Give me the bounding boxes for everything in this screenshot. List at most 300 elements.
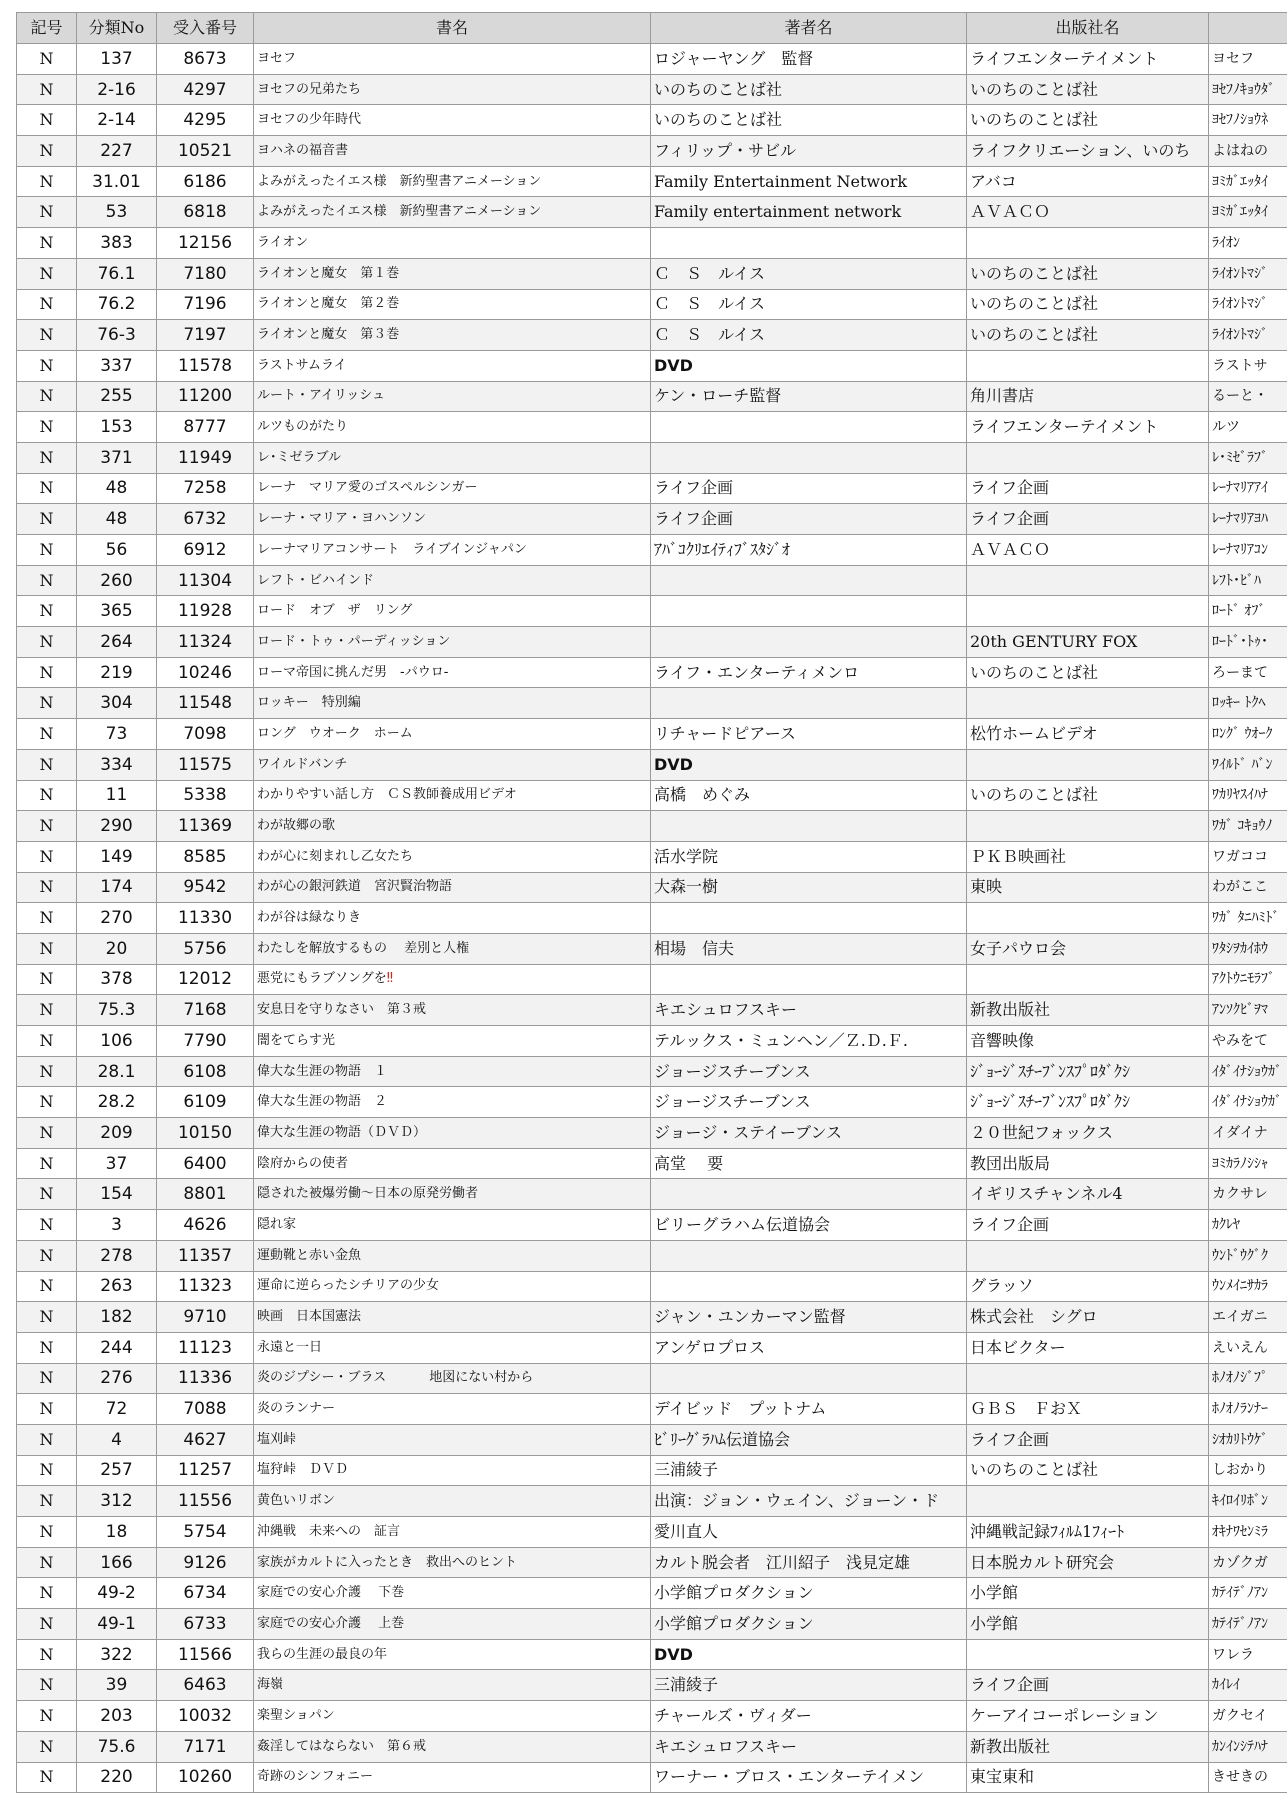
classification-cell: 337 [77, 350, 157, 381]
title-cell: ライオンと魔女 第２巻 [254, 289, 651, 320]
classification-cell: 48 [77, 473, 157, 504]
accession-cell: 6734 [157, 1578, 254, 1609]
title-cell: 家庭での安心介護 下巻 [254, 1578, 651, 1609]
classification-cell: 257 [77, 1455, 157, 1486]
table-row [17, 1363, 1287, 1394]
classification-cell: 75.6 [77, 1731, 157, 1762]
publisher-cell [967, 688, 1209, 719]
classification-cell: 3 [77, 1210, 157, 1241]
author-cell: ライフ企画 [651, 504, 967, 535]
accession-cell: 5338 [157, 780, 254, 811]
author-cell: Ｃ Ｓ ルイス [651, 320, 967, 351]
table-row [17, 350, 1287, 381]
author-cell [651, 811, 967, 842]
publisher-cell [967, 964, 1209, 995]
author-cell [651, 228, 967, 259]
accession-cell: 11556 [157, 1486, 254, 1517]
table-row [17, 1026, 1287, 1057]
reading-cell: ｳﾝﾄﾞｳｸﾞｸ [1209, 1240, 1287, 1271]
accession-cell: 5754 [157, 1517, 254, 1548]
classification-cell: 76.1 [77, 258, 157, 289]
header-publisher: 出版社名 [967, 13, 1209, 44]
publisher-cell: 日本脱カルト研究会 [967, 1547, 1209, 1578]
accession-cell: 6400 [157, 1148, 254, 1179]
accession-cell: 8673 [157, 44, 254, 75]
title-cell: ロング ウオーク ホーム [254, 719, 651, 750]
mark-cell: N [17, 289, 77, 320]
title-cell: よみがえったイエス様 新約聖書アニメーション [254, 166, 651, 197]
header-reading [1209, 13, 1287, 44]
reading-cell: ｶｲﾚｲ [1209, 1670, 1287, 1701]
mark-cell: N [17, 872, 77, 903]
accession-cell: 7197 [157, 320, 254, 351]
classification-cell: 39 [77, 1670, 157, 1701]
classification-cell: 28.2 [77, 1087, 157, 1118]
accession-cell: 11330 [157, 903, 254, 934]
publisher-cell: 新教出版社 [967, 1731, 1209, 1762]
accession-cell: 6108 [157, 1056, 254, 1087]
classification-cell: 20 [77, 933, 157, 964]
table-row [17, 872, 1287, 903]
reading-cell: ﾜｲﾙﾄﾞ ﾊﾞﾝ [1209, 749, 1287, 780]
table-row [17, 381, 1287, 412]
title-cell: レーナマリアコンサート ライブインジャパン [254, 535, 651, 566]
reading-cell: ｳﾝﾒｲﾆｻｶﾗ [1209, 1271, 1287, 1302]
reading-cell: ﾖﾐｶﾗﾉｼｼｬ [1209, 1148, 1287, 1179]
mark-cell: N [17, 1056, 77, 1087]
title-cell: わたしを解放するもの 差別と人権 [254, 933, 651, 964]
publisher-cell: ライフ企画 [967, 1210, 1209, 1241]
title-cell: 奇跡のシンフォニー [254, 1762, 651, 1793]
title-cell: ロード オブ ザ リング [254, 596, 651, 627]
table-row [17, 1302, 1287, 1333]
accession-cell: 8585 [157, 841, 254, 872]
classification-cell: 227 [77, 136, 157, 167]
publisher-cell [967, 1363, 1209, 1394]
reading-cell: イダイナ [1209, 1118, 1287, 1149]
accession-cell: 7168 [157, 995, 254, 1026]
author-cell: 大森一樹 [651, 872, 967, 903]
publisher-cell: ｼﾞｮｰｼﾞｽﾁｰﾌﾞﾝｽﾌﾟﾛﾀﾞｸｼ [967, 1056, 1209, 1087]
accession-cell: 10246 [157, 657, 254, 688]
classification-cell: 244 [77, 1332, 157, 1363]
author-cell: ビリーグラハム伝道協会 [651, 1210, 967, 1241]
table-row [17, 473, 1287, 504]
title-cell: わが谷は緑なりき [254, 903, 651, 934]
publisher-cell: ＰＫＢ映画社 [967, 841, 1209, 872]
table-row [17, 903, 1287, 934]
title-cell: ヨハネの福音書 [254, 136, 651, 167]
reading-cell: ﾗｲｵﾝﾄﾏｼﾞ [1209, 289, 1287, 320]
table-row [17, 811, 1287, 842]
title-cell: 黄色いリボン [254, 1486, 651, 1517]
reading-cell: ﾚﾌﾄ･ﾋﾞﾊ [1209, 565, 1287, 596]
publisher-cell [967, 442, 1209, 473]
table-row [17, 657, 1287, 688]
classification-cell: 322 [77, 1639, 157, 1670]
reading-cell: ﾜｶﾞ ﾀﾆﾊﾐﾄﾞ [1209, 903, 1287, 934]
accession-cell: 6732 [157, 504, 254, 535]
reading-cell: ﾗｲｵﾝﾄﾏｼﾞ [1209, 258, 1287, 289]
mark-cell: N [17, 1332, 77, 1363]
mark-cell: N [17, 1302, 77, 1333]
mark-cell: N [17, 1486, 77, 1517]
table-row [17, 780, 1287, 811]
publisher-cell [967, 903, 1209, 934]
mark-cell: N [17, 1240, 77, 1271]
classification-cell: 270 [77, 903, 157, 934]
author-cell [651, 627, 967, 658]
accession-cell: 11949 [157, 442, 254, 473]
title-cell: 永遠と一日 [254, 1332, 651, 1363]
accession-cell: 12012 [157, 964, 254, 995]
accession-cell: 11578 [157, 350, 254, 381]
classification-cell: 278 [77, 1240, 157, 1271]
publisher-cell: 小学館 [967, 1578, 1209, 1609]
accession-cell: 4626 [157, 1210, 254, 1241]
mark-cell: N [17, 1670, 77, 1701]
header-mark: 記号 [17, 13, 77, 44]
mark-cell: N [17, 1517, 77, 1548]
author-cell: Ｃ Ｓ ルイス [651, 289, 967, 320]
table-row [17, 1424, 1287, 1455]
reading-cell: ﾖﾐｶﾞｴｯﾀｲ [1209, 197, 1287, 228]
mark-cell: N [17, 74, 77, 105]
reading-cell: しおかり [1209, 1455, 1287, 1486]
classification-cell: 31.01 [77, 166, 157, 197]
reading-cell: ワガココ [1209, 841, 1287, 872]
classification-cell: 28.1 [77, 1056, 157, 1087]
mark-cell: N [17, 381, 77, 412]
author-cell: 活水学院 [651, 841, 967, 872]
mark-cell: N [17, 504, 77, 535]
table-row [17, 933, 1287, 964]
publisher-cell [967, 749, 1209, 780]
author-cell: DVD [651, 1639, 967, 1670]
mark-cell: N [17, 995, 77, 1026]
author-cell: ジョージスチーブンス [651, 1056, 967, 1087]
author-cell: キエシュロフスキー [651, 1731, 967, 1762]
author-cell: チャールズ・ヴィダー [651, 1701, 967, 1732]
publisher-cell: 音響映像 [967, 1026, 1209, 1057]
title-cell: わが故郷の歌 [254, 811, 651, 842]
mark-cell: N [17, 964, 77, 995]
mark-cell: N [17, 1731, 77, 1762]
title-cell: ローマ帝国に挑んだ男 -パウロ- [254, 657, 651, 688]
table-row [17, 565, 1287, 596]
table-row [17, 166, 1287, 197]
accession-cell: 11566 [157, 1639, 254, 1670]
mark-cell: N [17, 1424, 77, 1455]
title-cell: ライオンと魔女 第３巻 [254, 320, 651, 351]
accession-cell: 9126 [157, 1547, 254, 1578]
classification-cell: 56 [77, 535, 157, 566]
publisher-cell: ライフ企画 [967, 504, 1209, 535]
author-cell: ﾋﾞﾘｰｸﾞﾗﾊﾑ伝道協会 [651, 1424, 967, 1455]
table-row [17, 74, 1287, 105]
author-cell: Family entertainment network [651, 197, 967, 228]
title-cell: 映画 日本国憲法 [254, 1302, 651, 1333]
title-cell: 姦淫してはならない 第６戒 [254, 1731, 651, 1762]
table-row [17, 1670, 1287, 1701]
table-row [17, 1639, 1287, 1670]
accession-cell: 9710 [157, 1302, 254, 1333]
mark-cell: N [17, 166, 77, 197]
table-row [17, 1578, 1287, 1609]
accession-cell: 6818 [157, 197, 254, 228]
accession-cell: 11548 [157, 688, 254, 719]
title-cell: ルート・アイリッシュ [254, 381, 651, 412]
title-cell: レフト・ビハインド [254, 565, 651, 596]
mark-cell: N [17, 412, 77, 443]
table-row [17, 1517, 1287, 1548]
publisher-cell: ライフ企画 [967, 473, 1209, 504]
publisher-cell: いのちのことば社 [967, 657, 1209, 688]
publisher-cell: ライフ企画 [967, 1424, 1209, 1455]
title-cell: レーナ マリア愛のゴスペルシンガー [254, 473, 651, 504]
accession-cell: 6733 [157, 1609, 254, 1640]
author-cell: ロジャーヤング 監督 [651, 44, 967, 75]
accession-cell: 7088 [157, 1394, 254, 1425]
reading-cell: ｶｸﾚﾔ [1209, 1210, 1287, 1241]
reading-cell: ｵｷﾅﾜｾﾝﾐﾗ [1209, 1517, 1287, 1548]
classification-cell: 304 [77, 688, 157, 719]
table-row [17, 688, 1287, 719]
table-row [17, 1547, 1287, 1578]
table-row [17, 1240, 1287, 1271]
reading-cell: ﾚｰﾅﾏﾘｱﾖﾊ [1209, 504, 1287, 535]
publisher-cell: いのちのことば社 [967, 1455, 1209, 1486]
accession-cell: 7258 [157, 473, 254, 504]
title-cell: わが心に刻まれし乙女たち [254, 841, 651, 872]
publisher-cell: イギリスチャンネル4 [967, 1179, 1209, 1210]
reading-cell: きせきの [1209, 1762, 1287, 1793]
reading-cell: ﾎﾉｵﾉｼﾞﾌﾟ [1209, 1363, 1287, 1394]
author-cell [651, 688, 967, 719]
classification-cell: 219 [77, 657, 157, 688]
publisher-cell: ｼﾞｮｰｼﾞｽﾁｰﾌﾞﾝｽﾌﾟﾛﾀﾞｸｼ [967, 1087, 1209, 1118]
accession-cell: 10150 [157, 1118, 254, 1149]
author-cell: テルックス・ミュンヘン／Ｚ.Ｄ.Ｆ. [651, 1026, 967, 1057]
author-cell: 高橋 めぐみ [651, 780, 967, 811]
mark-cell: N [17, 442, 77, 473]
table-row [17, 1486, 1287, 1517]
title-cell: 隠された被爆労働～日本の原発労働者 [254, 1179, 651, 1210]
publisher-cell [967, 228, 1209, 259]
publisher-cell: いのちのことば社 [967, 258, 1209, 289]
classification-cell: 4 [77, 1424, 157, 1455]
table-row [17, 320, 1287, 351]
reading-cell: ｶﾃｲﾃﾞﾉｱﾝ [1209, 1609, 1287, 1640]
accession-cell: 4295 [157, 105, 254, 136]
publisher-cell: いのちのことば社 [967, 105, 1209, 136]
title-cell: ラストサムライ [254, 350, 651, 381]
accession-cell: 11357 [157, 1240, 254, 1271]
table-row [17, 136, 1287, 167]
accession-cell: 11323 [157, 1271, 254, 1302]
author-cell: ケン・ローチ監督 [651, 381, 967, 412]
mark-cell: N [17, 1701, 77, 1732]
author-cell [651, 565, 967, 596]
reading-cell: ﾖﾐｶﾞｴｯﾀｲ [1209, 166, 1287, 197]
mark-cell: N [17, 1609, 77, 1640]
classification-cell: 76.2 [77, 289, 157, 320]
reading-cell: ｲﾀﾞｲﾅｼｮｳｶﾞ [1209, 1056, 1287, 1087]
classification-cell: 174 [77, 872, 157, 903]
accession-cell: 4627 [157, 1424, 254, 1455]
mark-cell: N [17, 627, 77, 658]
mark-cell: N [17, 105, 77, 136]
title-cell: 偉大な生涯の物語 ２ [254, 1087, 651, 1118]
publisher-cell [967, 350, 1209, 381]
classification-cell: 263 [77, 1271, 157, 1302]
author-cell: 小学館プロダクション [651, 1578, 967, 1609]
publisher-cell: ライフ企画 [967, 1670, 1209, 1701]
reading-cell: ｱﾝｿｸﾋﾞｦﾏ [1209, 995, 1287, 1026]
classification-cell: 290 [77, 811, 157, 842]
author-cell: ｱﾊﾞｺｸﾘｴｲﾃｨﾌﾞｽﾀｼﾞｵ [651, 535, 967, 566]
title-cell: ルツものがたり [254, 412, 651, 443]
author-cell [651, 1240, 967, 1271]
accession-cell: 11928 [157, 596, 254, 627]
reading-cell: やみをて [1209, 1026, 1287, 1057]
classification-cell: 378 [77, 964, 157, 995]
title-cell: ヨセフの兄弟たち [254, 74, 651, 105]
video-catalog-table [16, 12, 1287, 1793]
table-row [17, 504, 1287, 535]
table-row [17, 258, 1287, 289]
author-cell: 出演：ジョン・ウェイン、ジョーン・ド [651, 1486, 967, 1517]
publisher-cell: 沖縄戦記録ﾌｨﾙﾑ1ﾌｨｰﾄ [967, 1517, 1209, 1548]
mark-cell: N [17, 1179, 77, 1210]
accession-cell: 10032 [157, 1701, 254, 1732]
author-cell [651, 596, 967, 627]
publisher-cell: ケーアイコーポレーション [967, 1701, 1209, 1732]
mark-cell: N [17, 1210, 77, 1241]
classification-cell: 166 [77, 1547, 157, 1578]
publisher-cell: ライフエンターテイメント [967, 412, 1209, 443]
table-row [17, 197, 1287, 228]
mark-cell: N [17, 197, 77, 228]
mark-cell: N [17, 1087, 77, 1118]
reading-cell: ﾚ･ﾐｾﾞﾗﾌﾞ [1209, 442, 1287, 473]
mark-cell: N [17, 1271, 77, 1302]
publisher-cell: 東映 [967, 872, 1209, 903]
classification-cell: 312 [77, 1486, 157, 1517]
title-cell: レ･ミゼラブル [254, 442, 651, 473]
header-row [17, 13, 1287, 44]
classification-cell: 49-2 [77, 1578, 157, 1609]
reading-cell: ﾎﾉｵﾉﾗﾝﾅｰ [1209, 1394, 1287, 1425]
mark-cell: N [17, 903, 77, 934]
accession-cell: 11257 [157, 1455, 254, 1486]
publisher-cell: 女子パウロ会 [967, 933, 1209, 964]
author-cell [651, 903, 967, 934]
reading-cell: ガクセイ [1209, 1701, 1287, 1732]
author-cell: ワーナー・ブロス・エンターテイメン [651, 1762, 967, 1793]
classification-cell: 149 [77, 841, 157, 872]
reading-cell: ルツ [1209, 412, 1287, 443]
classification-cell: 255 [77, 381, 157, 412]
author-cell: Ｃ Ｓ ルイス [651, 258, 967, 289]
table-row [17, 1118, 1287, 1149]
header-author: 著者名 [651, 13, 967, 44]
reading-cell: えいえん [1209, 1332, 1287, 1363]
mark-cell: N [17, 1148, 77, 1179]
table-row [17, 1087, 1287, 1118]
author-cell [651, 412, 967, 443]
author-cell: いのちのことば社 [651, 74, 967, 105]
table-row [17, 627, 1287, 658]
title-cell: 家庭での安心介護 上巻 [254, 1609, 651, 1640]
title-cell: ロード・トゥ・パーディッション [254, 627, 651, 658]
title-cell: わが心の銀河鉄道 宮沢賢治物語 [254, 872, 651, 903]
table-row [17, 105, 1287, 136]
table-row [17, 749, 1287, 780]
table-row [17, 1394, 1287, 1425]
reading-cell: ﾛﾝｸﾞ ｳｵｰｸ [1209, 719, 1287, 750]
publisher-cell: アバコ [967, 166, 1209, 197]
catalog-sheet [16, 12, 1287, 1795]
publisher-cell: 東宝東和 [967, 1762, 1209, 1793]
table-row [17, 1731, 1287, 1762]
title-cell: 運動靴と赤い金魚 [254, 1240, 651, 1271]
author-cell [651, 1179, 967, 1210]
title-cell: わかりやすい話し方 ＣＳ教師養成用ビデオ [254, 780, 651, 811]
table-row [17, 1701, 1287, 1732]
classification-cell: 72 [77, 1394, 157, 1425]
reading-cell: ﾗｲｵﾝ [1209, 228, 1287, 259]
reading-cell: ﾛｯｷｰ ﾄｸﾍ [1209, 688, 1287, 719]
mark-cell: N [17, 1118, 77, 1149]
author-cell: 小学館プロダクション [651, 1609, 967, 1640]
author-cell [651, 964, 967, 995]
table-row [17, 1271, 1287, 1302]
accession-cell: 10260 [157, 1762, 254, 1793]
table-row [17, 442, 1287, 473]
mark-cell: N [17, 535, 77, 566]
mark-cell: N [17, 1578, 77, 1609]
accession-cell: 7196 [157, 289, 254, 320]
reading-cell: カクサレ [1209, 1179, 1287, 1210]
mark-cell: N [17, 719, 77, 750]
mark-cell: N [17, 933, 77, 964]
title-cell: レーナ・マリア・ヨハンソン [254, 504, 651, 535]
mark-cell: N [17, 749, 77, 780]
classification-cell: 383 [77, 228, 157, 259]
author-cell: キエシュロフスキー [651, 995, 967, 1026]
reading-cell: ﾛｰﾄﾞ･ﾄｩ･ [1209, 627, 1287, 658]
title-cell: 家族がカルトに入ったとき 救出へのヒント [254, 1547, 651, 1578]
title-cell: ロッキー 特別編 [254, 688, 651, 719]
publisher-cell: ＡＶＡＣＯ [967, 197, 1209, 228]
accession-cell: 7098 [157, 719, 254, 750]
classification-cell: 75.3 [77, 995, 157, 1026]
reading-cell: ｲﾀﾞｲﾅｼｮｳｶﾞ [1209, 1087, 1287, 1118]
publisher-cell: 20th GENTURY FOX [967, 627, 1209, 658]
reading-cell: カゾクガ [1209, 1547, 1287, 1578]
accession-cell: 11304 [157, 565, 254, 596]
header-title: 書名 [254, 13, 651, 44]
mark-cell: N [17, 811, 77, 842]
author-cell: カルト脱会者 江川紹子 浅見定雄 [651, 1547, 967, 1578]
reading-cell: ヨセフ [1209, 44, 1287, 75]
publisher-cell: ２０世紀フォックス [967, 1118, 1209, 1149]
classification-cell: 106 [77, 1026, 157, 1057]
header-classification-no: 分類No [77, 13, 157, 44]
author-cell: ジョージスチーブンス [651, 1087, 967, 1118]
author-cell: アンゲロプロス [651, 1332, 967, 1363]
